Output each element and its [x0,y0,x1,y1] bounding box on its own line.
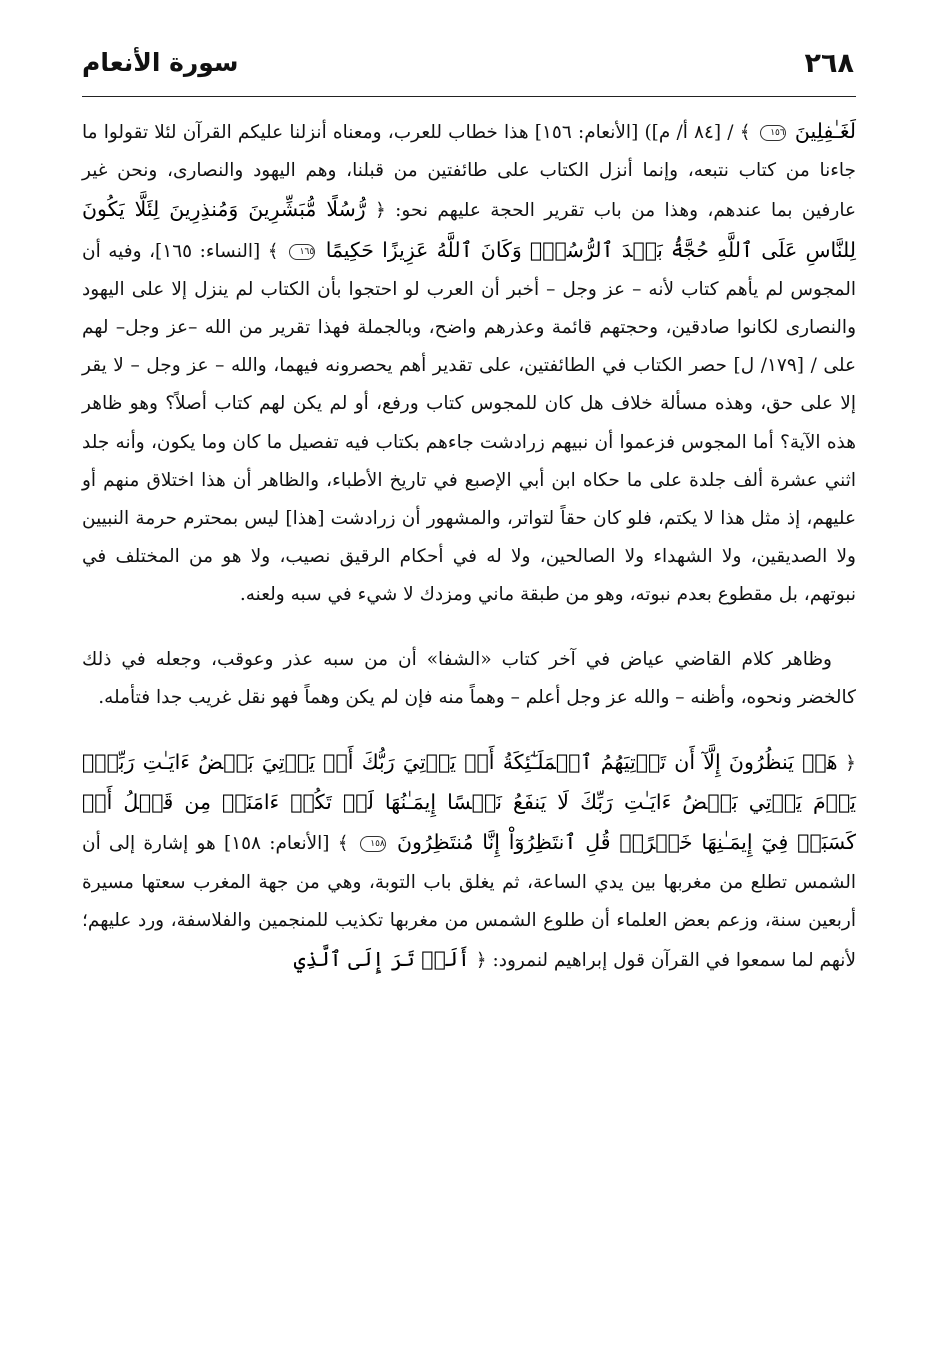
quran-open-bracket: ﴿ [845,753,856,775]
commentary-text: ﴾ [النساء: ١٦٥]، وفيه أن المجوس لم يأهم كتاب لأنه – عز وجل – أخبر أن العرب لو احتجوا بأن الكتاب لم ينزل إلا على اليهود والنصارى لكانوا صادقين، وحجتهم قائمة وعذرهم واضح، وبالجملة فهذا تقرير من الله –عز وجل– لهم على / [١٧٩/ ل] حصر الكتاب في الطائفتين، على تقدير أهم يحصرونه فيهما، والله – عز وجل – لا يقر إلا على حق، وهذه مسألة خلاف هل كان للمجوس كتاب ورفع، أو لم يكن لهم كتاب أصلاً؟ وهو ظاهر هذه الآية؟ أما المجوس فزعموا أن نبيهم زرادشت جاءهم بكتاب فيه تفصيل ما كان وما يكون، وأنه جلد اثني عشرة ألف جلدة على ما حكاه ابن أبي الإصبع في تاريخ الأطباء، والظاهر أن هذا اختلاق منهم أو عليهم، إذ مثل هذا لا يكتم، فلو كان حقاً لتواتر، والمشهور أن زرادشت [هذا] ليس بمحترم حرمة النبيين ولا الصديقين، ولا الشهداء ولا الصالحين، ولا له في أحكام الرقيق نصيب، ولا هو من المختلف في نبوتهم، بل مقطوع بعدم نبوته، وهو من طبقة ماني ومزدك لا شيء في سبه ولعنه. [82,240,856,606]
paragraph-2 [82,641,856,717]
quran-text: هَلۡ يَنظُرُونَ إِلَّآ أَن تَأۡتِيَهُمُ ٱلۡمَلَـٰٓئِكَةُ أَوۡ يَأۡتِيَ رَبُّكَ أَوۡ يَأۡتِيَ بَعۡضُ ءَايَـٰتِ رَبِّكَۗ يَوۡمَ يَأۡتِي بَعۡضُ ءَايَـٰتِ رَبِّكَ لَا يَنفَعُ نَفۡسًا إِيمَـٰنُهَا لَمۡ تَكُنۡ ءَامَنَتۡ مِن قَبۡلُ أَوۡ كَسَبَتۡ فِيٓ إِيمَـٰنِهَا خَيۡرًاۗ قُلِ ٱنتَظِرُوٓاْ إِنَّا مُنتَظِرُونَ [82,750,856,855]
commentary-text: وظاهر كلام القاضي عياض في آخر كتاب «الشفا» أن من سبه عذر وعوقب، وجعله في ذلك كالخضر ونحوه، وأظنه – والله عز وجل أعلم – وهماً منه فإن لم يكن وهماً فهو نقل غريب جدا فتأمله. [82,648,856,708]
page-body [82,112,856,980]
header-divider [82,96,856,97]
quran-text: أَلَمۡ تَرَ إِلَى ٱلَّذِي [293,947,470,972]
surah-title: سورة الأنعام [82,48,239,77]
commentary-text: ﴾ / [٨٤ أ/ م]) [الأنعام: ١٥٦] هذا خطاب للعرب، ومعناه أنزلنا عليكم القرآن لئلا تقولوا ما جاءنا من كتاب نتبعه، وإنما أنزل الكتاب على طائفتين من قبلنا، وهم اليهود والنصارى، ونحن غير عارفين بما عندهم، وهذا من باب تقرير الحجة عليهم نحو: ﴿ [82,122,856,222]
quran-text: لَغَـٰفِلِينَ [794,119,856,143]
paragraph-3 [82,743,856,980]
page-number: ٢٦٨ [804,48,854,79]
verse-end-marker: ١٦٥ [289,244,315,260]
quran-text: رُّسُلًا مُّبَشِّرِينَ وَمُنذِرِينَ لِئَلَّا يَكُونَ لِلنَّاسِ عَلَى ٱللَّهِ حُجَّةُۢ بَعۡدَ ٱلرُّسُلِۚ وَكَانَ ٱللَّهُ عَزِيزًا حَكِيمًا [82,197,856,262]
verse-end-marker: ١٥٨ [360,836,386,852]
commentary-text: ﴾ [الأنعام: ١٥٨] هو إشارة إلى أن الشمس تطلع من مغربها بين يدي الساعة، ثم يغلق باب التوبة، وهي من جهة المغرب سعتها مسيرة أربعين سنة، وزعم بعض العلماء أن طلوع الشمس من مغربها تكذيب للمنجمين والفلاسفة، ورد عليهم؛ لأنهم لما سمعوا في القرآن قول إبراهيم لنمرود: ﴿ [82,833,856,972]
page-header [82,40,854,88]
paragraph-1 [82,112,856,615]
verse-end-marker: ١٥٦ [760,125,786,141]
